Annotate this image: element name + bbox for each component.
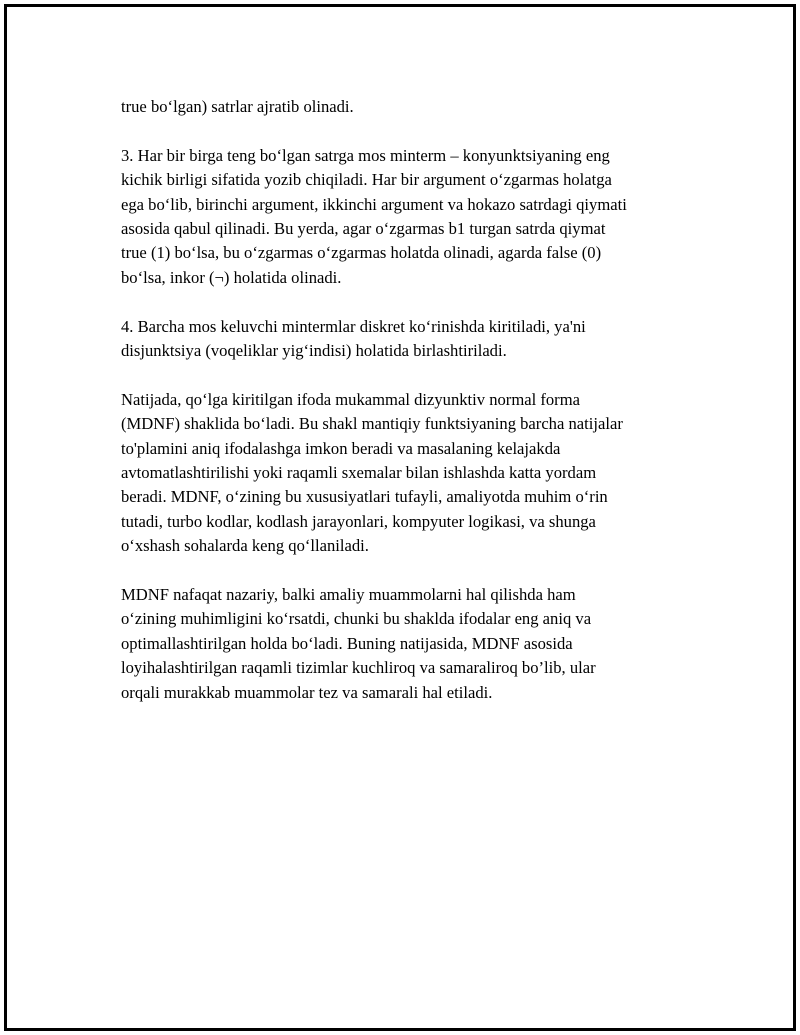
paragraph-result [121, 388, 681, 559]
paragraph-conclusion [121, 583, 681, 705]
paragraph-step-4 [121, 315, 681, 364]
document-page [4, 4, 796, 1031]
paragraph-continuation [121, 95, 681, 119]
text-line: loyihalashtirilgan raqamli tizimlar kuchliroq va samaraliroq bo’lib, ular [121, 658, 596, 678]
text-line: avtomatlashtirilishi yoki raqamli sxemalar bilan ishlashda katta yordam [121, 463, 597, 483]
text-line: optimallashtirilgan holda bo‘ladi. Buning natijasida, MDNF asosida [121, 633, 573, 653]
text-line: o‘zining muhimligini ko‘rsatdi, chunki bu shaklda ifodalar eng aniq va [121, 609, 592, 629]
text-line: ega bo‘lib, birinchi argument, ikkinchi argument va hokazo satrdagi qiymati [121, 194, 627, 214]
text-line: to'plamini aniq ifodalashga imkon beradi va masalaning kelajakda [121, 438, 561, 458]
text-line: true bo‘lgan) satrlar ajratib olinadi. [121, 97, 354, 116]
text-line: Natijada, qo‘lga kiritilgan ifoda mukammal dizyunktiv normal forma [121, 389, 580, 409]
text-line: true (1) bo‘lsa, bu o‘zgarmas o‘zgarmas holatda olinadi, agarda false (0) [121, 243, 602, 263]
text-line: o‘xshash sohalarda keng qo‘llaniladi. [121, 536, 369, 556]
text-line: 3. Har bir birga teng bo‘lgan satrga mos minterm – konyunktsiyaning eng [121, 145, 610, 165]
paragraph-step-3 [121, 144, 681, 290]
text-line: 4. Barcha mos keluvchi mintermlar diskret ko‘rinishda kiritiladi, ya'ni [121, 316, 586, 336]
text-line: MDNF nafaqat nazariy, balki amaliy muammolarni hal qilishda ham [121, 585, 576, 605]
text-line: (MDNF) shaklida bo‘ladi. Bu shakl mantiqiy funktsiyaning barcha natijalar [121, 414, 623, 434]
text-line: asosida qabul qilinadi. Bu yerda, agar o‘zgarmas b1 turgan satrda qiymat [121, 219, 606, 239]
document-body [121, 95, 681, 729]
text-line: beradi. MDNF, o‘zining bu xususiyatlari tufayli, amaliyotda muhim o‘rin [121, 487, 608, 507]
text-line: kichik birligi sifatida yozib chiqiladi. Har bir argument o‘zgarmas holatga [121, 170, 612, 190]
text-line: tutadi, turbo kodlar, kodlash jarayonlari, kompyuter logikasi, va shunga [121, 511, 596, 531]
text-line: bo‘lsa, inkor (¬) holatida olinadi. [121, 267, 342, 287]
text-line: disjunktsiya (voqeliklar yig‘indisi) holatida birlashtiriladi. [121, 341, 507, 361]
text-line: orqali murakkab muammolar tez va samarali hal etiladi. [121, 682, 493, 702]
